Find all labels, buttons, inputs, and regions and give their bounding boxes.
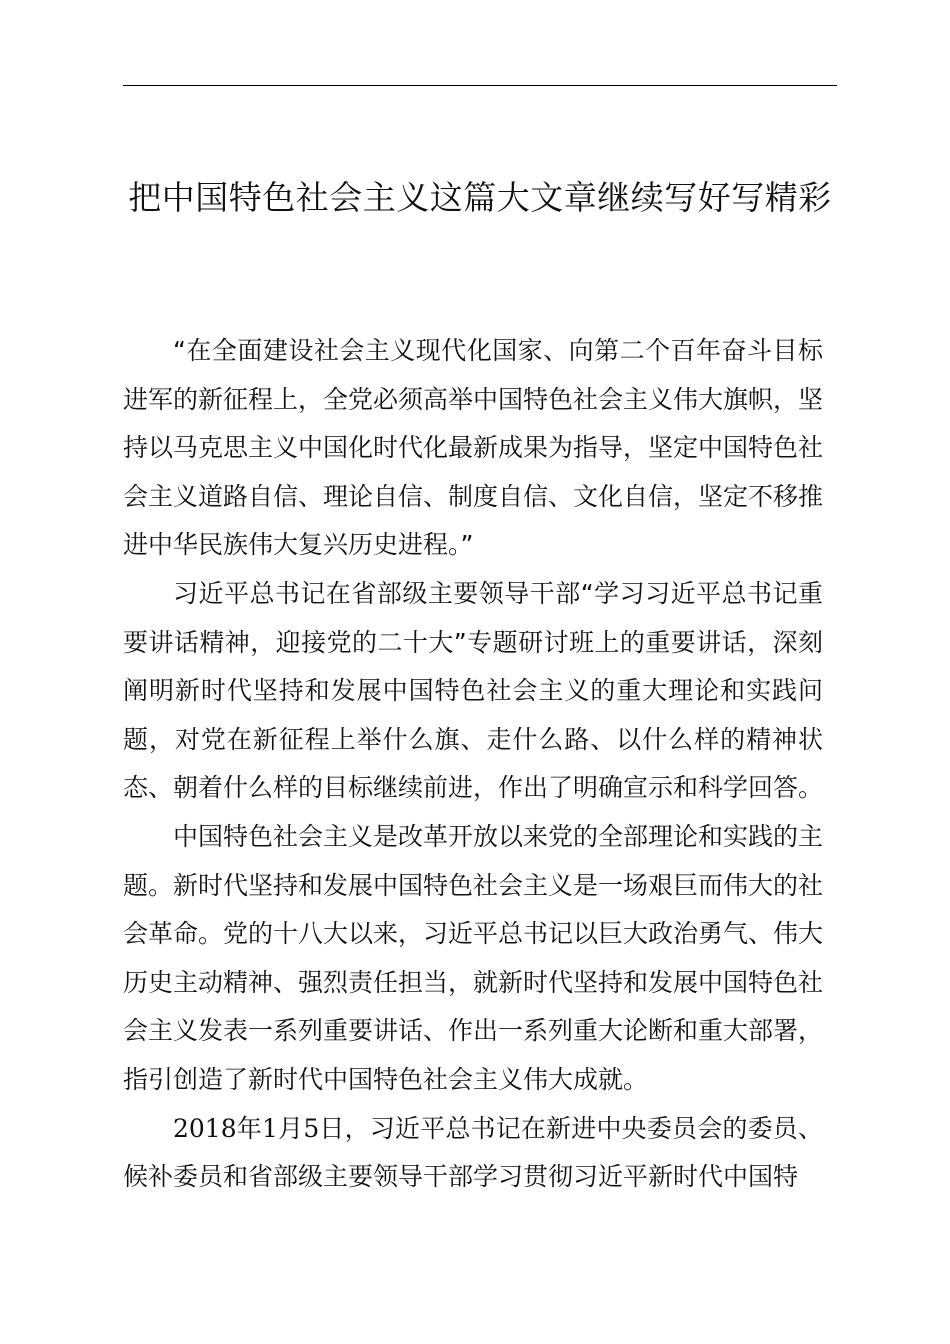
paragraph-4 xyxy=(123,1105,823,1202)
document-body xyxy=(123,327,823,1202)
date-year: 2018 xyxy=(173,1113,237,1143)
paragraph-4-text: ，习近平总书记在新进中央委员会的委员、候补委员和省部级主要领导干部学习贯彻习近平新时代中国特 xyxy=(123,1113,823,1192)
date-day: 5 xyxy=(303,1113,320,1143)
paragraph-3: 中国特色社会主义是改革开放以来党的全部理论和实践的主题。新时代坚持和发展中国特色社会主义是一场艰巨而伟大的社会革命。党的十八大以来，习近平总书记以巨大政治勇气、伟大历史主动精神、强烈责任担当，就新时代坚持和发展中国特色社会主义发表一系列重要讲话、作出一系列重大论断和重大部署，指引创造了新时代中国特色社会主义伟大成就。 xyxy=(123,821,824,1094)
header-rule xyxy=(123,85,837,86)
date-month: 1 xyxy=(262,1113,278,1143)
paragraph-1: “在全面建设社会主义现代化国家、向第二个百年奋斗目标进军的新征程上，全党必须高举中国特色社会主义伟大旗帜，坚持以马克思主义中国化时代化最新成果为指导，坚定中国特色社会主义道路自信、理论自信、制度自信、文化自信，坚定不移推进中华民族伟大复兴历史进程。” xyxy=(123,336,824,560)
document-title: 把中国特色社会主义这篇大文章继续写好写精彩 xyxy=(128,178,832,217)
date-day-suffix: 日 xyxy=(319,1113,345,1143)
date-month-suffix: 月 xyxy=(277,1113,304,1143)
paragraph-2: 习近平总书记在省部级主要领导干部“学习习近平总书记重要讲话精神，迎接党的二十大”专题研讨班上的重要讲话，深刻阐明新时代坚持和发展中国特色社会主义的重大理论和实践问题，对党在新征程上举什么旗、走什么路、以什么样的精神状态、朝着什么样的目标继续前进，作出了明确宣示和科学回答。 xyxy=(123,578,824,803)
date-year-suffix: 年 xyxy=(236,1113,263,1143)
